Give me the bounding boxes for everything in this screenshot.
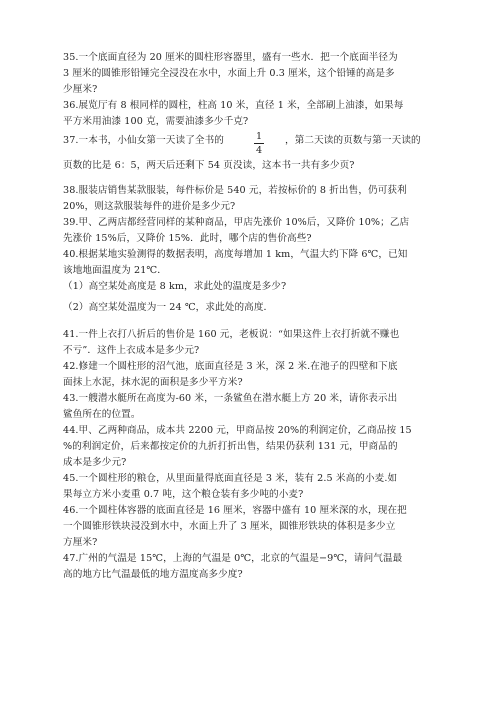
- fraction-bar: [254, 143, 264, 144]
- problem-40-question-1: （1）高空某处高度是 8 km，求此处的温度是多少?: [63, 281, 287, 292]
- problem-36: 36.展览厅有 8 根同样的圆柱，柱高 10 米，直径 1 米，全部刷上油漆，如果每 平方米用油漆 100 克，需要油漆多少千克?: [63, 100, 404, 127]
- problem-40: 40.根据某地实验测得的数据表明，高度每增加 1 km，气温大约下降 6℃，已知 该地地面温度为 21℃．: [63, 249, 408, 276]
- problem-37-part-3: 页数的比是 6：5，两天后还剩下 54 页没读，这本书一共有多少页?: [63, 160, 355, 171]
- problem-37-part-1: 37.一本书，小仙女第一天读了全书的: [63, 135, 224, 146]
- fraction-numerator: 1: [255, 131, 263, 142]
- problem-44: 44.甲、乙两种商品，成本共 2200 元，甲商品按 20%的利润定价，乙商品按 15 %的利润定价，后来都按定价的九折打折出售，结果仍获利 131 元，甲商品的 成本是多少元?: [63, 425, 412, 468]
- problem-41: 41.一件上衣打八折后的售价是 160 元，老板说：“如果这件上衣打折就不赚也 不亏”．这件上衣成本是多少元?: [63, 329, 400, 356]
- problem-46: 46.一个圆柱体容器的底面直径是 16 厘米，容器中盛有 10 厘米深的水，现在把 一个圆锥形铁块浸没到水中，水面上升了 3 厘米，圆锥形铁块的体积是多少立 方厘米?: [63, 505, 407, 548]
- problem-38: 38.服装店销售某款服装，每件标价是 540 元，若按标价的 8 折出售，仍可获利 20%，则这款服装每件的进价是多少元?: [63, 185, 407, 212]
- problem-43: 43.一艘潜水艇所在高度为-60 米，一条鲨鱼在潜水艇上方 20 米，请你表示出 鲨鱼所在的位置。: [63, 393, 398, 420]
- fraction-denominator: 4: [255, 145, 263, 156]
- problem-39: 39.甲、乙两店都经营同样的某种商品，甲店先涨价 10%后，又降价 10%；乙店 先涨价 15%后，又降价 15%．此时，哪个店的售价高些?: [63, 217, 410, 244]
- problem-37-part-2: ，第二天读的页数与第一天读的: [285, 135, 421, 146]
- problem-47: 47.广州的气温是 15℃，上海的气温是 0℃，北京的气温是−9℃，请问气温最 高的地方比气温最低的地方温度高多少度?: [63, 553, 403, 580]
- problem-40-question-2: （2）高空某处温度为一 24 ℃，求此处的高度．: [63, 302, 274, 313]
- problem-35: 35.一个底面直径为 20 厘米的圆柱形容器里，盛有一些水．把一个底面半径为 3 厘米的圆锥形铅锤完全浸没在水中，水面上升 0.3 厘米，这个铅锤的高是多 少厘米?: [63, 52, 398, 95]
- problem-42: 42.修建一个圆柱形的沼气池，底面直径是 3 米，深 2 米.在池子的四壁和下底 面抹上水泥，抹水泥的面积是多少平方米?: [63, 361, 398, 388]
- problem-45: 45.一个圆柱形的粮仓，从里面量得底面直径是 3 米，装有 2.5 米高的小麦.如 果每立方米小麦重 0.7 吨，这个粮仓装有多少吨的小麦?: [63, 473, 398, 500]
- fraction-one-quarter: [254, 131, 264, 156]
